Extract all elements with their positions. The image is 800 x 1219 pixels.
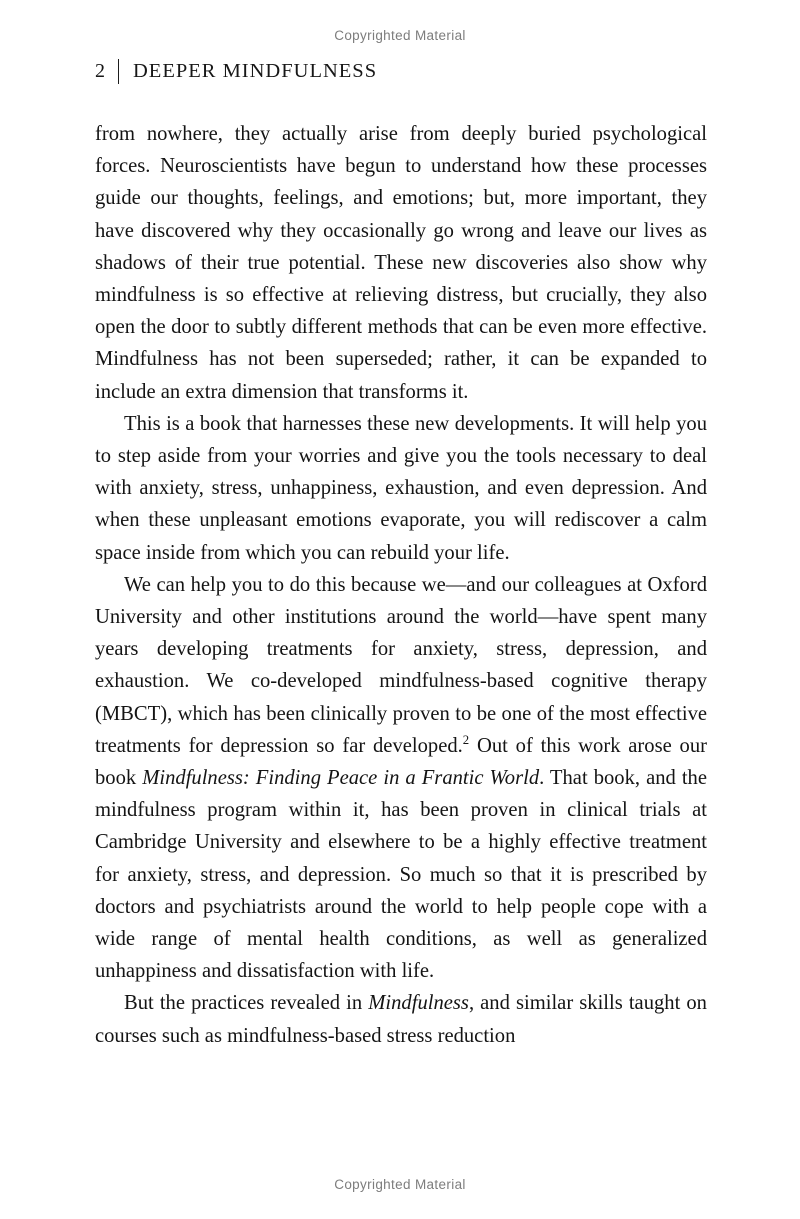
- paragraph-1: from nowhere, they actually arise from deeply buried psychological forces. Neuroscientists have begun to understand how these processes guide our thoughts, feelings, and emotions; but, more important, they have discovered why they occasionally go wrong and leave our lives as shadows of their true potential. These new discoveries also show why mindfulness is so effective at relieving distress, but crucially, they also open the door to subtly different methods that can be even more effective. Mindfulness has not been superseded; rather, it can be expanded to include an extra dimension that transforms it.: [95, 123, 707, 403]
- running-head: [95, 56, 377, 86]
- paragraph-2: This is a book that harnesses these new developments. It will help you to step aside from your worries and give you the tools necessary to deal with anxiety, stress, unhappiness, exhaustion, and even depression. And when these unpleasant emotions evaporate, you will rediscover a calm space inside from which you can rebuild your life.: [95, 412, 707, 564]
- page-number: 2: [95, 60, 105, 82]
- copyright-watermark-bottom: Copyrighted Material: [334, 1177, 466, 1192]
- copyright-watermark-top: Copyrighted Material: [334, 28, 466, 43]
- italic-title: Mindfulness: [368, 992, 469, 1015]
- paragraph-3: We can help you to do this because we—and our colleagues at Oxford University and other institutions around the world—have spent many years developing treatments for anxiety, stress, depression, and exhaustion. We co-developed mindfulness-based cognitive therapy (MBCT), which has been clinically proven to be one of the most effective treatments for depression so far developed.$^2$ Out of this work arose our book Mindfulness: Finding Peace in a Frantic World. That book, and the mindfulness program within it, has been proven in clinical trials at Cambridge University and elsewhere to be a highly effective treatment for anxiety, stress, and depression. So much so that it is prescribed by doctors and psychiatrists around the world to help people cope with a wide range of mental health conditions, as well as generalized unhappiness and dissatisfaction with life.: [95, 573, 707, 983]
- italic-title: Mindfulness: Finding Peace in a Frantic World: [142, 767, 540, 790]
- header-divider-rule: [118, 59, 119, 84]
- chapter-title: DEEPER MINDFULNESS: [133, 59, 378, 82]
- footnote-marker: 2: [462, 733, 470, 747]
- body-text-block: [95, 118, 707, 1052]
- paragraph-4: But the practices revealed in Mindfulness, and similar skills taught on courses such as mindfulness-based stress reduction: [95, 992, 707, 1047]
